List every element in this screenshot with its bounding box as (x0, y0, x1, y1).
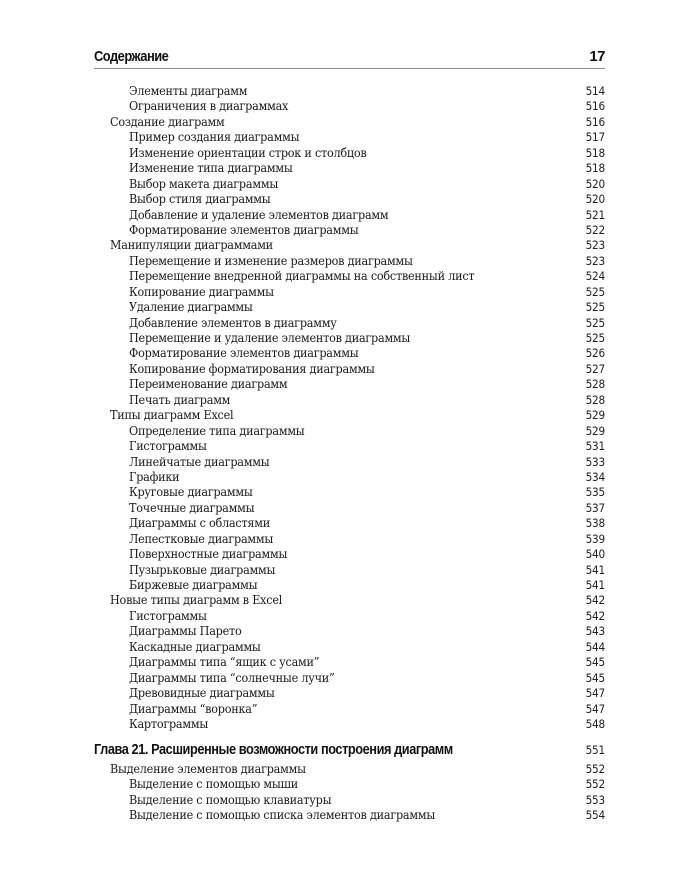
toc-section-entry[interactable] (94, 115, 605, 130)
toc-entry-label: Древовидные диаграммы (129, 686, 275, 701)
toc-entry-label: Гистограммы (129, 439, 207, 454)
toc-entry-label: Перемещение внедренной диаграммы на собственный лист (129, 269, 475, 284)
table-of-contents-chapter-21 (94, 762, 605, 824)
toc-entry-label: Диаграммы типа “солнечные лучи” (129, 670, 335, 685)
toc-entry-label: Диаграммы Парето (129, 624, 242, 639)
toc-subsection-entry[interactable] (94, 99, 605, 114)
toc-entry-page-number: 522 (585, 222, 605, 237)
toc-entry-label: Определение типа диаграммы (129, 423, 305, 438)
toc-entry-label: Лепестковые диаграммы (129, 531, 274, 546)
toc-entry-page-number: 529 (585, 423, 605, 438)
toc-entry-page-number: 528 (585, 392, 605, 407)
toc-entry-label: Графики (129, 469, 180, 484)
toc-entry-page-number: 528 (585, 377, 605, 392)
toc-entry-label: Переименование диаграмм (129, 377, 288, 392)
toc-entry-page-number: 535 (585, 485, 605, 500)
toc-entry-label: Ограничения в диаграммах (129, 99, 289, 114)
toc-entry-page-number: 517 (585, 130, 605, 145)
toc-subsection-entry[interactable] (94, 130, 605, 145)
toc-entry-label: Копирование диаграммы (129, 284, 274, 299)
chapter-heading[interactable] (94, 741, 605, 761)
toc-subsection-entry[interactable] (94, 285, 605, 300)
toc-entry-page-number: 540 (585, 547, 605, 562)
toc-entry-page-number: 534 (585, 469, 605, 484)
toc-entry-label: Картограммы (129, 716, 209, 731)
toc-subsection-entry[interactable] (94, 223, 605, 238)
toc-entry-label: Круговые диаграммы (129, 485, 253, 500)
toc-entry-page-number: 543 (585, 624, 605, 639)
toc-subsection-entry[interactable] (94, 300, 605, 315)
toc-entry-page-number: 541 (585, 562, 605, 577)
toc-subsection-entry[interactable] (94, 516, 605, 531)
toc-subsection-entry[interactable] (94, 254, 605, 269)
toc-entry-page-number: 541 (585, 578, 605, 592)
toc-entry-label: Манипуляции диаграммами (110, 238, 273, 253)
toc-entry-label: Перемещение и изменение размеров диаграммы (129, 253, 413, 268)
toc-subsection-entry[interactable] (94, 547, 605, 562)
running-header-title: Содержание (94, 48, 169, 65)
toc-entry-page-number: 538 (585, 516, 605, 531)
toc-entry-page-number: 545 (585, 655, 605, 670)
toc-entry-label: Выделение элементов диаграммы (110, 762, 306, 776)
toc-subsection-entry[interactable] (94, 393, 605, 408)
toc-entry-label: Диаграммы с областями (129, 516, 271, 531)
toc-subsection-entry[interactable] (94, 578, 605, 593)
toc-subsection-entry[interactable] (94, 793, 605, 808)
toc-entry-label: Выделение с помощью мыши (129, 777, 299, 792)
toc-entry-page-number: 542 (585, 593, 605, 608)
toc-subsection-entry[interactable] (94, 717, 605, 732)
toc-entry-page-number: 525 (585, 284, 605, 299)
toc-entry-label: Каскадные диаграммы (129, 639, 261, 654)
chapter-title: Глава 21. Расширенные возможности построения диаграмм (94, 741, 453, 758)
toc-subsection-entry[interactable] (94, 316, 605, 331)
toc-entry-label: Удаление диаграммы (129, 300, 253, 315)
toc-subsection-entry[interactable] (94, 439, 605, 454)
toc-entry-label: Пример создания диаграммы (129, 130, 300, 145)
toc-entry-page-number: 533 (585, 454, 605, 469)
toc-subsection-entry[interactable] (94, 563, 605, 578)
toc-entry-page-number: 548 (585, 716, 605, 731)
toc-entry-page-number: 537 (585, 500, 605, 515)
toc-subsection-entry[interactable] (94, 624, 605, 639)
toc-subsection-entry[interactable] (94, 269, 605, 284)
toc-entry-label: Поверхностные диаграммы (129, 547, 288, 562)
toc-entry-page-number: 520 (585, 176, 605, 191)
toc-entry-label: Диаграммы “воронка” (129, 701, 258, 716)
toc-entry-label: Изменение типа диаграммы (129, 161, 293, 176)
toc-subsection-entry[interactable] (94, 532, 605, 547)
toc-entry-page-number: 523 (585, 253, 605, 268)
toc-entry-label: Добавление элементов в диаграмму (129, 315, 337, 330)
toc-subsection-entry[interactable] (94, 84, 605, 99)
toc-entry-page-number: 547 (585, 686, 605, 701)
toc-subsection-entry[interactable] (94, 501, 605, 516)
toc-section-entry[interactable] (94, 762, 605, 777)
toc-entry-label: Гистограммы (129, 608, 207, 623)
toc-entry-label: Диаграммы типа “ящик с усами” (129, 655, 320, 670)
toc-subsection-entry[interactable] (94, 208, 605, 223)
toc-entry-label: Печать диаграмм (129, 392, 231, 407)
toc-entry-label: Изменение ориентации строк и столбцов (129, 145, 367, 160)
toc-entry-page-number: 521 (585, 207, 605, 222)
toc-subsection-entry[interactable] (94, 702, 605, 717)
toc-subsection-entry[interactable] (94, 455, 605, 470)
toc-entry-page-number: 539 (585, 531, 605, 546)
toc-entry-page-number: 524 (585, 269, 605, 284)
toc-entry-label: Линейчатые диаграммы (129, 454, 270, 469)
toc-subsection-entry[interactable] (94, 161, 605, 176)
toc-entry-page-number: 527 (585, 361, 605, 376)
toc-subsection-entry[interactable] (94, 362, 605, 377)
toc-entry-label: Добавление и удаление элементов диаграмм (129, 207, 389, 222)
running-header (94, 47, 605, 69)
toc-entry-page-number: 525 (585, 331, 605, 345)
toc-entry-page-number: 554 (585, 808, 605, 823)
toc-entry-page-number: 516 (585, 99, 605, 114)
toc-entry-page-number: 552 (585, 777, 605, 792)
toc-entry-page-number: 525 (585, 300, 605, 315)
toc-entry-page-number: 553 (585, 792, 605, 807)
toc-entry-page-number: 542 (585, 608, 605, 623)
toc-subsection-entry[interactable] (94, 146, 605, 161)
toc-entry-page-number: 531 (585, 439, 605, 454)
toc-subsection-entry[interactable] (94, 470, 605, 485)
toc-subsection-entry[interactable] (94, 424, 605, 439)
toc-entry-page-number: 520 (585, 192, 605, 207)
chapter-page-number: 551 (585, 743, 605, 757)
toc-entry-label: Элементы диаграмм (129, 84, 248, 98)
toc-entry-label: Пузырьковые диаграммы (129, 562, 276, 577)
table-of-contents (94, 84, 605, 732)
toc-entry-label: Выбор макета диаграммы (129, 176, 279, 191)
toc-entry-page-number: 518 (585, 161, 605, 176)
toc-entry-page-number: 516 (585, 114, 605, 129)
toc-subsection-entry[interactable] (94, 609, 605, 624)
toc-subsection-entry[interactable] (94, 192, 605, 207)
toc-entry-page-number: 523 (585, 238, 605, 253)
toc-entry-page-number: 514 (585, 84, 605, 98)
toc-entry-page-number: 526 (585, 346, 605, 361)
toc-subsection-entry[interactable] (94, 777, 605, 792)
toc-entry-label: Создание диаграмм (110, 114, 225, 129)
toc-entry-label: Копирование форматирования диаграммы (129, 361, 375, 376)
toc-entry-page-number: 552 (585, 762, 605, 776)
running-header-page-number: 17 (589, 48, 605, 65)
toc-entry-page-number: 525 (585, 315, 605, 330)
toc-section-entry[interactable] (94, 593, 605, 608)
toc-entry-label: Форматирование элементов диаграммы (129, 346, 359, 361)
toc-entry-label: Новые типы диаграмм в Excel (110, 593, 283, 608)
toc-entry-page-number: 545 (585, 670, 605, 685)
toc-subsection-entry[interactable] (94, 177, 605, 192)
toc-entry-page-number: 529 (585, 408, 605, 423)
toc-entry-label: Выбор стиля диаграммы (129, 192, 271, 207)
toc-entry-page-number: 544 (585, 639, 605, 654)
toc-subsection-entry[interactable] (94, 686, 605, 701)
toc-entry-page-number: 547 (585, 701, 605, 716)
toc-entry-label: Выделение с помощью клавиатуры (129, 792, 332, 807)
toc-entry-label: Выделение с помощью списка элементов диаграммы (129, 808, 436, 823)
toc-subsection-entry[interactable] (94, 346, 605, 361)
toc-entry-label: Биржевые диаграммы (129, 578, 258, 592)
toc-subsection-entry[interactable] (94, 331, 605, 346)
toc-subsection-entry[interactable] (94, 377, 605, 392)
toc-entry-label: Точечные диаграммы (129, 500, 255, 515)
toc-section-entry[interactable] (94, 408, 605, 423)
toc-subsection-entry[interactable] (94, 671, 605, 686)
toc-entry-page-number: 518 (585, 145, 605, 160)
toc-subsection-entry[interactable] (94, 808, 605, 823)
toc-subsection-entry[interactable] (94, 655, 605, 670)
toc-subsection-entry[interactable] (94, 485, 605, 500)
toc-entry-label: Типы диаграмм Excel (110, 408, 234, 423)
toc-entry-label: Форматирование элементов диаграммы (129, 222, 359, 237)
toc-section-entry[interactable] (94, 238, 605, 253)
toc-entry-label: Перемещение и удаление элементов диаграммы (129, 331, 411, 345)
toc-subsection-entry[interactable] (94, 640, 605, 655)
